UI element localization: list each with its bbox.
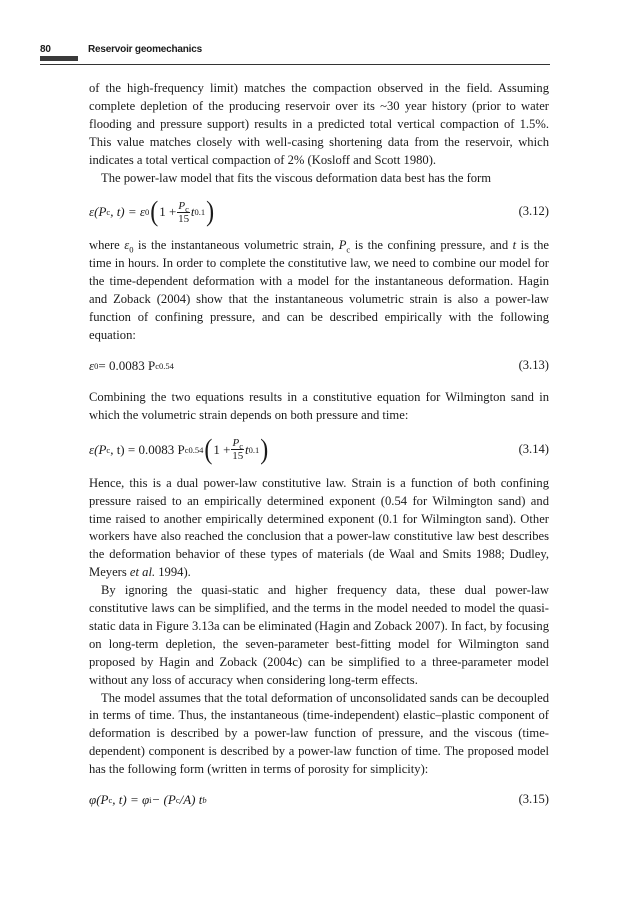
equation-3-13: ε 0 = 0.0083 P c 0.54 (3.13) bbox=[89, 357, 549, 373]
paragraph: of the high-frequency limit) matches the compaction observed in the field. Assuming complete depletion of the producing reservoir over its ~30 year history (prior to water flooding and pressure support) results in a predicted total vertical compaction of 1.5%. This value matches closely with well-casing shortening data from the reservoir, which indicates a total vertical compaction of 2% (Kosloff and Scott 1980). bbox=[89, 81, 549, 167]
header-thick-rule bbox=[40, 56, 78, 61]
right-paren: ) bbox=[206, 196, 215, 229]
paragraph: where $\varepsilon_0$ is the instantaneous volumetric strain, $P_c$ is the confining pressure, and t is the time in hours. In order to complete the constitutive law, we need to combine our model for the time-dependent deformation with a model for the instantaneous deformation. Hagin and Zoback (2004) show that the instantaneous volumetric strain is also a power-law function of confining pressure, and can be described empirically with the following equation: bbox=[89, 238, 549, 342]
equation-number: (3.13) bbox=[518, 357, 549, 372]
left-paren: ( bbox=[204, 434, 213, 466]
paragraph: Combining the two equations results in a constitutive equation for Wilmington sand in which the volumetric strain depends on both pressure and time: bbox=[89, 389, 549, 422]
paragraph: Hence, this is a dual power-law constitutive law. Strain is a function of both confining pressure raised to an empirically determined exponent (0.54 for Wilmington sand) and time raised to another empirically determined exponent (0.1 for Wilmington sand). Other workers have also reached the conclusion that a power-law constitutive law best describes the deformation behavior of these types of materials (de Waal and Smits 1988; Dudley, Meyers et al. 1994). bbox=[89, 475, 549, 580]
equation-3-15: φ(P c , t) = φ i − (P c /A) t b (3.15) bbox=[89, 792, 549, 808]
equation-3-12: ε(P c , t) = ε 0 ( 1 + $\frac{P_c}{15}$ t 0.1 ) (3.12) bbox=[89, 196, 549, 229]
running-title: Reservoir geomechanics bbox=[88, 44, 202, 55]
equation-number: (3.15) bbox=[518, 792, 549, 807]
left-paren: ( bbox=[150, 196, 159, 229]
fraction: $\frac{P_c}{15}$ bbox=[232, 437, 244, 463]
paragraph: The power-law model that fits the viscous deformation data best has the form bbox=[101, 170, 492, 185]
fraction: $\frac{P_c}{15}$ bbox=[178, 199, 190, 225]
page-number: 80 bbox=[40, 44, 51, 55]
body-text bbox=[89, 80, 549, 823]
header-rule bbox=[40, 64, 550, 65]
equation-number: (3.14) bbox=[518, 441, 549, 456]
right-paren: ) bbox=[260, 434, 269, 466]
paragraph: By ignoring the quasi-static and higher frequency data, these dual power-law constitutive laws can be simplified, and the terms in the model needed to model the quasi-static data in Figure 3.13a can be eliminated (Hagin and Zoback 2007). In fact, by focusing on long-term depletion, the seven-parameter best-fitting model for Wilmington sand proposed by Hagin and Zoback (2004c) can be simplified to a three-parameter model without any loss of accuracy when considering long-term effects. bbox=[89, 583, 549, 687]
equation-number: (3.12) bbox=[518, 204, 549, 219]
paragraph: The model assumes that the total deformation of unconsolidated sands can be decoupled in terms of time. Thus, the instantaneous (time-independent) elastic–plastic component of deformation is described by a power-law function of pressure, and the viscous (time-dependent) component is described by a power-law function of time. The proposed model has the following form (written in terms of porosity for simplicity): bbox=[89, 690, 549, 777]
equation-3-14: ε(P c , t) = 0.0083 P c 0.54 ( 1 + $\frac{P_c}{15}$ t 0.1 ) (3.14) bbox=[89, 434, 549, 466]
eq-lhs: ε(P bbox=[89, 204, 107, 220]
